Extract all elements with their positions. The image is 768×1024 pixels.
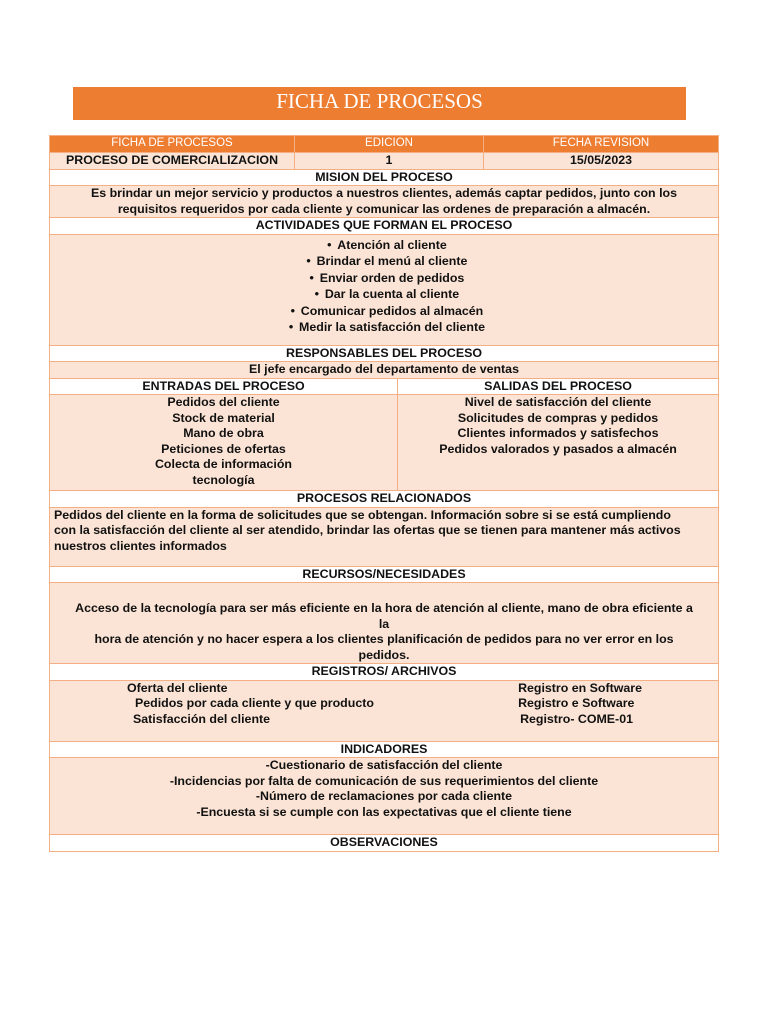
recursos-heading: RECURSOS/NECESIDADES xyxy=(50,566,719,583)
registros-left xyxy=(122,681,374,728)
list-item: • Medir la satisfacción del cliente xyxy=(288,320,485,334)
recursos-text: Acceso de la tecnología para ser más eficiente en la hora de atención al cliente, mano de obra eficiente a la hora de atención y no hacer espera a los clientes planificación de pedidos para no ver error en los pedidos. xyxy=(50,583,719,664)
registros-cell xyxy=(50,680,719,741)
mision-text xyxy=(50,186,719,218)
registros-right xyxy=(518,681,642,728)
entradas-list xyxy=(50,395,398,490)
responsables-text: El jefe encargado del departamento de ventas xyxy=(50,362,719,379)
list-item: Registro- COME-01 xyxy=(520,711,633,726)
list-item: Satisfacción del cliente xyxy=(133,711,271,726)
indicadores-heading: INDICADORES xyxy=(50,741,719,758)
list-item: -Cuestionario de satisfacción del cliente xyxy=(265,758,503,772)
info-row xyxy=(50,153,719,170)
list-item: Registro e Software xyxy=(518,696,635,710)
actividades-list xyxy=(54,237,714,336)
mision-line: Es brindar un mejor servicio y productos a nuestros clientes, además captar pedidos, junto con los xyxy=(91,186,677,200)
list-item: • Comunicar pedidos al almacén xyxy=(290,303,484,318)
mision-line: requisitos requeridos por cada cliente y comunicar las ordenes de preparación a almacén. xyxy=(117,201,651,216)
list-item: -Encuesta si se cumple con las expectativas que el cliente tiene xyxy=(196,804,572,819)
list-item: • Atención al cliente xyxy=(327,237,447,252)
mision-heading: MISION DEL PROCESO xyxy=(50,169,719,186)
process-sheet-table xyxy=(49,135,719,852)
list-item: -Número de reclamaciones por cada cliente xyxy=(255,789,513,803)
proceso-name: PROCESO DE COMERCIALIZACION xyxy=(50,153,295,170)
header-fecha: FECHA REVISION xyxy=(484,136,719,153)
list-item: Pedidos del cliente xyxy=(167,395,280,409)
list-item: -Incidencias por falta de comunicación de sus requerimientos del cliente xyxy=(169,773,599,788)
list-item: • Enviar orden de pedidos xyxy=(309,270,465,285)
list-item: Registro en Software xyxy=(518,680,642,695)
registros-columns xyxy=(54,681,714,728)
registros-heading: REGISTROS/ ARCHIVOS xyxy=(50,664,719,681)
entradas-salidas-heading-row xyxy=(50,378,719,395)
list-item: Mano de obra xyxy=(183,426,264,440)
fecha-value: 15/05/2023 xyxy=(484,153,719,170)
list-item: • Dar la cuenta al cliente xyxy=(314,287,460,301)
list-item: Pedidos por cada cliente y que producto xyxy=(135,696,374,710)
header-edicion: EDICION xyxy=(295,136,484,153)
list-item: tecnología xyxy=(192,472,255,487)
relacionados-heading: PROCESOS RELACIONADOS xyxy=(50,491,719,508)
list-item: Pedidos valorados y pasados a almacén xyxy=(439,441,677,456)
entradas-salidas-row xyxy=(50,395,719,491)
relacionados-text: Pedidos del cliente en la forma de solicitudes que se obtengan. Información sobre si se está cumpliendo con la satisfacción del cliente al ser atendido, brindar las ofertas que se tienen para mantener más activos nuestros clientes informados xyxy=(50,507,719,566)
list-item: Stock de material xyxy=(172,410,275,425)
indicadores-list xyxy=(50,758,719,835)
list-item: Oferta del cliente xyxy=(127,680,228,695)
list-item: Colecta de información xyxy=(154,457,292,471)
list-item: Nivel de satisfacción del cliente xyxy=(464,395,652,409)
edicion-value: 1 xyxy=(295,153,484,170)
document-title: FICHA DE PROCESOS xyxy=(73,87,686,120)
observaciones-heading: OBSERVACIONES xyxy=(50,835,719,852)
responsables-heading: RESPONSABLES DEL PROCESO xyxy=(50,345,719,362)
actividades-list-cell xyxy=(50,234,719,345)
list-item: Clientes informados y satisfechos xyxy=(457,426,659,440)
list-item: • Brindar el menú al cliente xyxy=(306,254,468,268)
list-item: Peticiones de ofertas xyxy=(161,441,286,456)
header-ficha: FICHA DE PROCESOS xyxy=(50,136,295,153)
salidas-list xyxy=(398,395,718,490)
list-item: Solicitudes de compras y pedidos xyxy=(457,410,659,425)
header-row xyxy=(50,136,719,153)
actividades-heading: ACTIVIDADES QUE FORMAN EL PROCESO xyxy=(50,218,719,235)
entradas-heading: ENTRADAS DEL PROCESO xyxy=(50,379,398,395)
salidas-heading: SALIDAS DEL PROCESO xyxy=(484,378,632,393)
